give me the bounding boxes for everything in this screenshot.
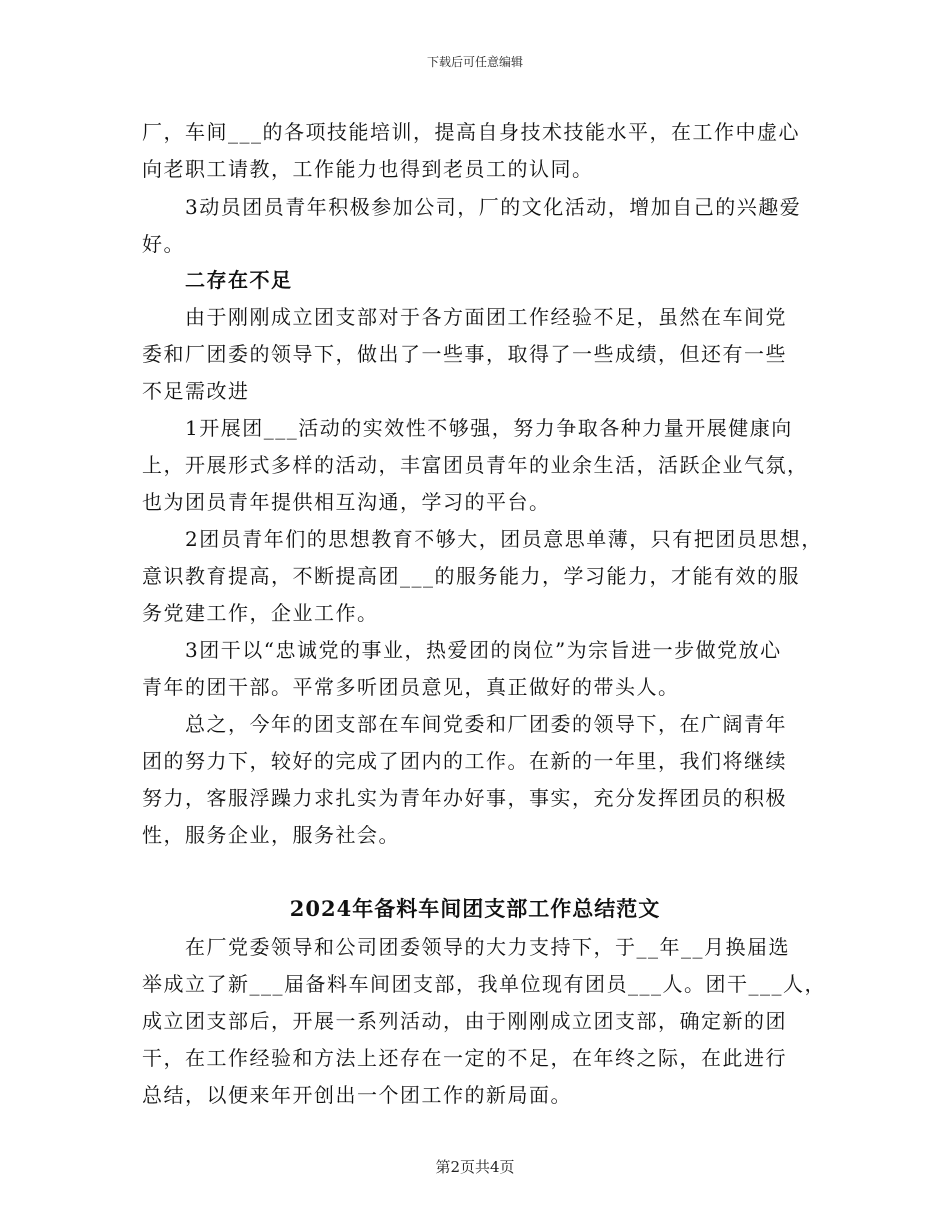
body-line: 干，在工作经验和方法上还存在一定的不足，在年终之际，在此进行 [142, 1046, 787, 1070]
page-header: 下载后可任意编辑 [426, 55, 523, 69]
body-line: 意识教育提高，不断提高团___的服务能力，学习能力，才能有效的服 [142, 564, 800, 588]
body-line: 总之，今年的团支部在车间党委和厂团委的领导下，在广阔青年 [185, 712, 787, 736]
document-title: 2024年备料车间团支部工作总结范文 [289, 896, 661, 921]
body-line: 3团干以“忠诚党的事业，热爱团的岗位”为宗旨进一步做党放心 [185, 638, 782, 662]
body-line: 好。 [142, 232, 185, 256]
body-line: 在厂党委领导和公司团委领导的大力支持下，于__年__月换届选 [185, 935, 790, 959]
body-line: 1开展团___活动的实效性不够强，努力争取各种力量开展健康向 [185, 416, 793, 440]
body-line: 厂，车间___的各项技能培训，提高自身技术技能水平，在工作中虚心 [142, 120, 800, 144]
body-line: 成立团支部后，开展一系列活动，由于刚刚成立团支部，确定新的团 [142, 1009, 787, 1033]
body-line: 不足需改进 [142, 379, 250, 403]
body-line: 也为团员青年提供相互沟通，学习的平台。 [142, 490, 551, 514]
body-line: 青年的团干部。平常多听团员意见，真正做好的带头人。 [142, 675, 680, 699]
body-line: 委和厂团委的领导下，做出了一些事，取得了一些成绩，但还有一些 [142, 342, 787, 366]
body-line: 向老职工请教，工作能力也得到老员工的认同。 [142, 157, 594, 181]
body-line: 上，开展形式多样的活动，丰富团员青年的业余生活，活跃企业气氛， [142, 453, 809, 477]
body-line: 努力，客服浮躁力求扎实为青年办好事，事实，充分发挥团员的积极 [142, 786, 787, 810]
body-line: 3动员团员青年积极参加公司，厂的文化活动，增加自己的兴趣爱 [185, 195, 802, 219]
body-line: 务党建工作，企业工作。 [142, 601, 379, 625]
body-line: 2团员青年们的思想教育不够大，团员意思单薄，只有把团员思想， [185, 527, 823, 551]
page-number: 第2页共4页 [435, 1158, 515, 1176]
body-line: 性，服务企业，服务社会。 [142, 823, 400, 847]
body-line: 总结，以便来年开创出一个团工作的新局面。 [142, 1083, 572, 1107]
body-line: 团的努力下，较好的完成了团内的工作。在新的一年里，我们将继续 [142, 749, 787, 773]
section-heading: 二存在不足 [185, 268, 293, 292]
body-line: 由于刚刚成立团支部对于各方面团工作经验不足，虽然在车间党 [185, 305, 787, 329]
body-line: 举成立了新___届备料车间团支部，我单位现有团员___人。团干___人， [142, 972, 826, 996]
